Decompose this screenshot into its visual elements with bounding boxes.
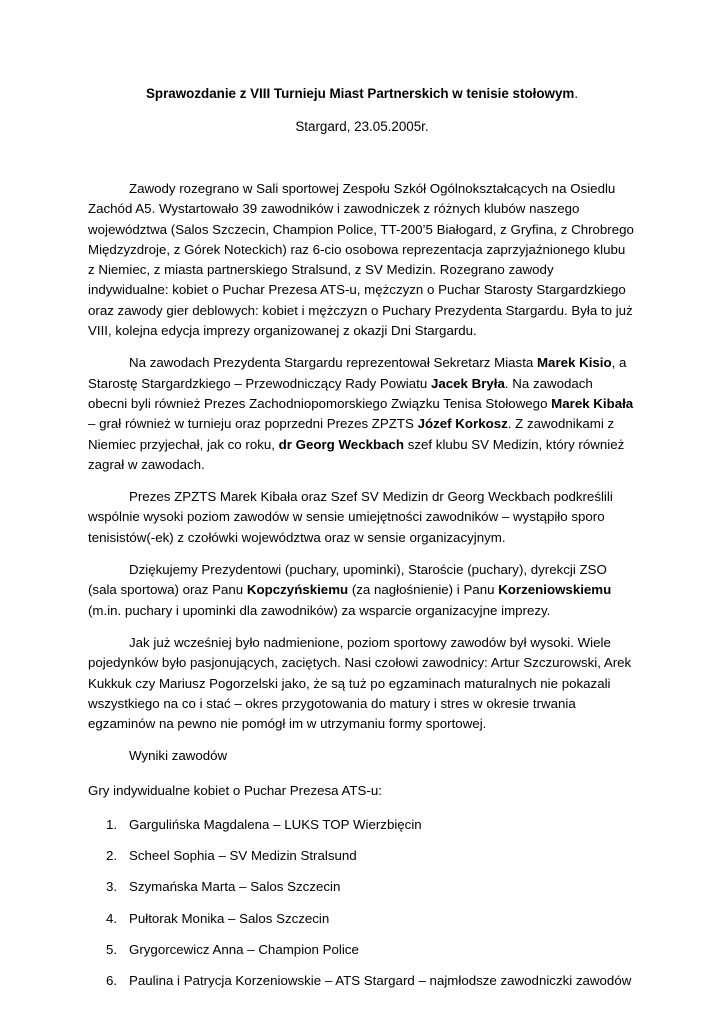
list-text: Gargulińska Magdalena – LUKS TOP Wierzbięcin bbox=[129, 817, 422, 833]
results-list bbox=[88, 815, 634, 1002]
list-item bbox=[88, 971, 634, 1002]
results-heading: Wyniki zawodów bbox=[129, 748, 228, 764]
title-bold: Sprawozdanie z VIII Turnieju Miast Partnerskich w tenisie stołowym bbox=[145, 86, 575, 101]
list-text: Szymańska Marta – Salos Szczecin bbox=[129, 879, 341, 895]
document-date: Stargard, 23.05.2005r. bbox=[295, 119, 429, 134]
p4-text-a: Dziękujemy Prezydentowi (puchary, upominki), Staroście (puchary), dyrekcji ZSO (sala sportowa) oraz Panu bbox=[88, 562, 607, 598]
p4-name-korzeniowski: Korzeniowskiemu bbox=[498, 582, 612, 598]
p2-text-g: – grał również w turnieju oraz poprzedni Prezes ZPZTS bbox=[88, 416, 418, 432]
p2-text-a: Na zawodach Prezydenta Stargardu reprezentował Sekretarz Miasta bbox=[129, 355, 537, 371]
p4-name-kopczynski: Kopczyńskiemu bbox=[246, 582, 349, 598]
list-text: Scheel Sophia – SV Medizin Stralsund bbox=[129, 848, 357, 864]
p4-text-c: (za nagłośnienie) i Panu bbox=[348, 582, 499, 598]
paragraph-2 bbox=[88, 353, 634, 475]
list-item bbox=[88, 815, 634, 846]
p2-name-korkosz: Józef Korkosz bbox=[417, 416, 508, 432]
paragraph-1: Zawody rozegrano w Sali sportowej Zespołu Szkół Ogólnokształcących na Osiedlu Zachód A5. Wystartowało 39 zawodników i zawodniczek z różnych klubów naszego województwa (Salos Szczecin, Champion Police, TT-200’5 Białogard, z Gryfina, z Chrobrego Międzyzdroje, z Górek Noteckich) raz 6-cio osobowa reprezentacja zaprzyjaźnionego klubu z Niemiec, z miasta partnerskiego Stralsund, z SV Medizin. Rozegrano zawody indywidualne: kobiet o Puchar Prezesa ATS-u, mężczyzn o Puchar Starosty Stargardzkiego oraz zawody gier deblowych: kobiet i mężczyzn o Puchary Prezydenta Stargardu. Była to już VIII, kolejna edycja imprezy organizowanej z okazji Dni Stargardu. bbox=[88, 181, 634, 339]
list-text: Grygorcewicz Anna – Champion Police bbox=[129, 941, 359, 957]
list-item bbox=[88, 846, 634, 877]
list-text: Paulina i Patrycja Korzeniowskie – ATS Stargard – najmłodsze zawodniczki zawodów bbox=[129, 972, 632, 988]
paragraph-4 bbox=[88, 560, 634, 621]
list-number: 6. bbox=[106, 972, 118, 988]
p2-text-i: . Z zawodnikami z Niemiec przyjechał, jak co roku, bbox=[88, 416, 615, 452]
women-singles-heading: Gry indywidualne kobiet o Puchar Prezesa ATS-u: bbox=[88, 782, 382, 798]
list-number: 1. bbox=[106, 817, 118, 833]
list-number: 2. bbox=[106, 848, 118, 864]
p4-text-e: (m.in. puchary i upominki dla zawodników) za wsparcie organizacyjne imprezy. bbox=[88, 602, 551, 618]
p2-text-e: . Na zawodach obecni byli również Prezes Zachodniopomorskiego Związku Tenisa Stołowego bbox=[88, 375, 593, 411]
p2-name-kibala: Marek Kibała bbox=[551, 395, 634, 411]
paragraph-3: Prezes ZPZTS Marek Kibała oraz Szef SV Medizin dr Georg Weckbach podkreślili wspólnie wysoki poziom zawodów w sensie umiejętności zawodników – wystąpiło sporo tenisistów(-ek) z czołówki województwa oraz w sensie organizacyjnym. bbox=[88, 489, 613, 545]
paragraph-5: Jak już wcześniej było nadmienione, poziom sportowy zawodów był wysoki. Wiele pojedynków było pasjonujących, zaciętych. Nasi czołowi zawodnicy: Artur Szczurowski, Arek Kukkuk czy Mariusz Pogorzelski jako, że są tuż po egzaminach maturalnych nie pokazali wszystkiego na co i stać – okres przygotowania do matury i stres w okresie trwania egzaminów na pewno nie pomógł im w utrzymaniu formy sportowej. bbox=[88, 634, 632, 732]
title-tail: . bbox=[574, 86, 579, 101]
p2-name-kisio: Marek Kisio bbox=[536, 355, 612, 371]
p2-text-c: , a Starostę Stargardzkiego – Przewodniczący Rady Powiatu bbox=[88, 355, 627, 391]
list-number: 3. bbox=[106, 879, 118, 895]
list-item bbox=[88, 940, 634, 971]
p2-text-k: szef klubu SV Medizin, który również zagrał w zawodach. bbox=[88, 436, 625, 472]
list-number: 4. bbox=[106, 910, 118, 926]
list-text: Pułtorak Monika – Salos Szczecin bbox=[129, 910, 330, 926]
p2-name-weckbach: dr Georg Weckbach bbox=[278, 436, 405, 452]
list-number: 5. bbox=[106, 941, 118, 957]
document-body bbox=[88, 179, 634, 1002]
document-title bbox=[0, 86, 724, 101]
list-item bbox=[88, 877, 634, 908]
list-item bbox=[88, 909, 634, 940]
p2-name-bryla: Jacek Bryła bbox=[430, 375, 505, 391]
